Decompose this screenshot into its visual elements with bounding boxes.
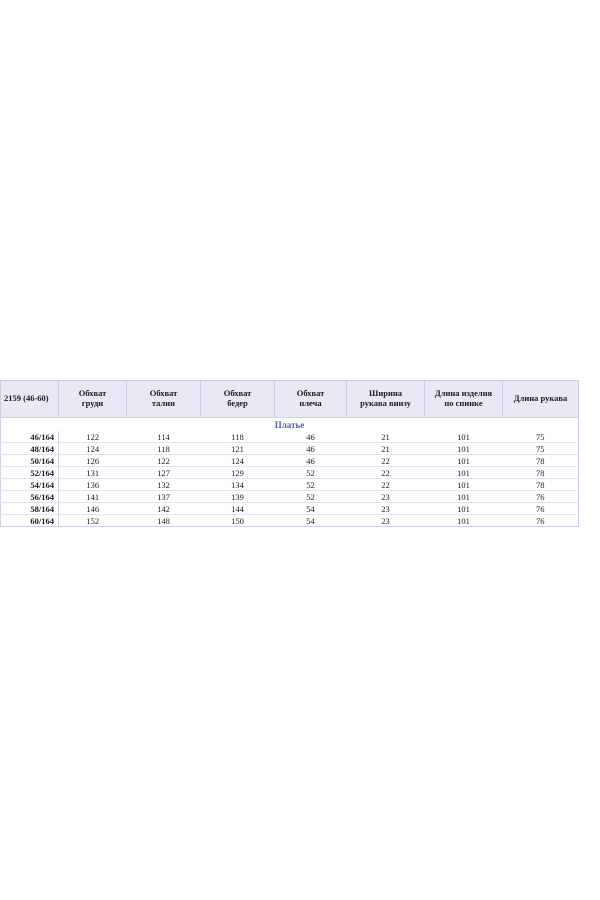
cell-back-length: 101: [425, 455, 503, 467]
cell-waist: 118: [127, 443, 201, 455]
column-header-chest: [59, 381, 127, 418]
table-row: [1, 455, 579, 467]
cell-sleeve-width: 23: [347, 491, 425, 503]
cell-waist: 148: [127, 515, 201, 527]
cell-sleeve-length: 75: [503, 431, 579, 443]
cell-back-length: 101: [425, 431, 503, 443]
cell-waist: 114: [127, 431, 201, 443]
column-header-hips: [201, 381, 275, 418]
table-row: [1, 443, 579, 455]
cell-shoulder: 54: [275, 515, 347, 527]
cell-sleeve-width: 21: [347, 431, 425, 443]
cell-sleeve-length: 76: [503, 491, 579, 503]
cell-back-length: 101: [425, 443, 503, 455]
cell-waist: 137: [127, 491, 201, 503]
cell-back-length: 101: [425, 467, 503, 479]
cell-waist: 122: [127, 455, 201, 467]
column-header-sleeve-length: [503, 381, 579, 418]
cell-hips: 144: [201, 503, 275, 515]
cell-back-length: 101: [425, 491, 503, 503]
table-row: [1, 467, 579, 479]
column-header-back-length: [425, 381, 503, 418]
cell-hips: 139: [201, 491, 275, 503]
cell-hips: 121: [201, 443, 275, 455]
column-header-chest-line-2: груди: [81, 398, 104, 408]
table-section-row: [1, 418, 579, 432]
table-head: [1, 381, 579, 418]
cell-shoulder: 46: [275, 455, 347, 467]
cell-sleeve-width: 23: [347, 503, 425, 515]
cell-waist: 132: [127, 479, 201, 491]
cell-sleeve-length: 78: [503, 479, 579, 491]
column-header-chest-line-1: Обхват: [78, 388, 107, 399]
cell-chest: 122: [59, 431, 127, 443]
cell-size: 46/164: [1, 431, 59, 443]
cell-shoulder: 54: [275, 503, 347, 515]
cell-sleeve-length: 76: [503, 515, 579, 527]
table-row: [1, 431, 579, 443]
column-header-back-length-line-2: по спинке: [444, 398, 483, 408]
cell-sleeve-width: 21: [347, 443, 425, 455]
cell-sleeve-length: 76: [503, 503, 579, 515]
cell-size: 56/164: [1, 491, 59, 503]
cell-hips: 134: [201, 479, 275, 491]
cell-sleeve-length: 78: [503, 467, 579, 479]
cell-sleeve-width: 23: [347, 515, 425, 527]
cell-chest: 152: [59, 515, 127, 527]
cell-waist: 127: [127, 467, 201, 479]
table-row: [1, 491, 579, 503]
cell-size: 58/164: [1, 503, 59, 515]
table-row: [1, 479, 579, 491]
column-header-model: [1, 381, 59, 418]
cell-chest: 141: [59, 491, 127, 503]
column-header-back-length-line-1: Длина изделия: [434, 388, 493, 399]
cell-hips: 118: [201, 431, 275, 443]
cell-chest: 126: [59, 455, 127, 467]
section-label: Платье: [1, 418, 579, 432]
cell-back-length: 101: [425, 479, 503, 491]
table-row: [1, 515, 579, 527]
column-header-shoulder-line-2: плеча: [299, 398, 322, 408]
column-header-sleeve-length-line-1: Длина рукава: [513, 393, 568, 404]
column-header-hips-line-2: бедер: [227, 398, 248, 408]
column-header-sleeve-width: [347, 381, 425, 418]
cell-chest: 136: [59, 479, 127, 491]
cell-sleeve-length: 78: [503, 455, 579, 467]
cell-size: 48/164: [1, 443, 59, 455]
cell-shoulder: 46: [275, 431, 347, 443]
size-chart-container: [0, 380, 578, 527]
cell-size: 50/164: [1, 455, 59, 467]
cell-shoulder: 52: [275, 479, 347, 491]
cell-sleeve-width: 22: [347, 455, 425, 467]
column-header-hips-line-1: Обхват: [223, 388, 252, 399]
column-header-model-line-1: 2159 (46-60): [4, 393, 49, 404]
cell-hips: 124: [201, 455, 275, 467]
cell-chest: 131: [59, 467, 127, 479]
cell-size: 52/164: [1, 467, 59, 479]
cell-hips: 150: [201, 515, 275, 527]
cell-shoulder: 52: [275, 491, 347, 503]
cell-shoulder: 52: [275, 467, 347, 479]
cell-sleeve-width: 22: [347, 479, 425, 491]
cell-shoulder: 46: [275, 443, 347, 455]
column-header-shoulder: [275, 381, 347, 418]
cell-back-length: 101: [425, 503, 503, 515]
cell-waist: 142: [127, 503, 201, 515]
cell-sleeve-length: 75: [503, 443, 579, 455]
cell-size: 60/164: [1, 515, 59, 527]
column-header-waist-line-1: Обхват: [149, 388, 178, 399]
table-header-row: [1, 381, 579, 418]
table-row: [1, 503, 579, 515]
cell-size: 54/164: [1, 479, 59, 491]
column-header-sleeve-width-line-1: Ширина: [368, 388, 402, 399]
cell-chest: 146: [59, 503, 127, 515]
column-header-waist-line-2: талии: [151, 398, 176, 408]
table-body: [1, 418, 579, 527]
cell-hips: 129: [201, 467, 275, 479]
column-header-sleeve-width-line-2: рукава внизу: [360, 398, 411, 408]
column-header-shoulder-line-1: Обхват: [296, 388, 325, 399]
column-header-waist: [127, 381, 201, 418]
cell-back-length: 101: [425, 515, 503, 527]
cell-chest: 124: [59, 443, 127, 455]
size-chart-table: [0, 380, 579, 527]
cell-sleeve-width: 22: [347, 467, 425, 479]
